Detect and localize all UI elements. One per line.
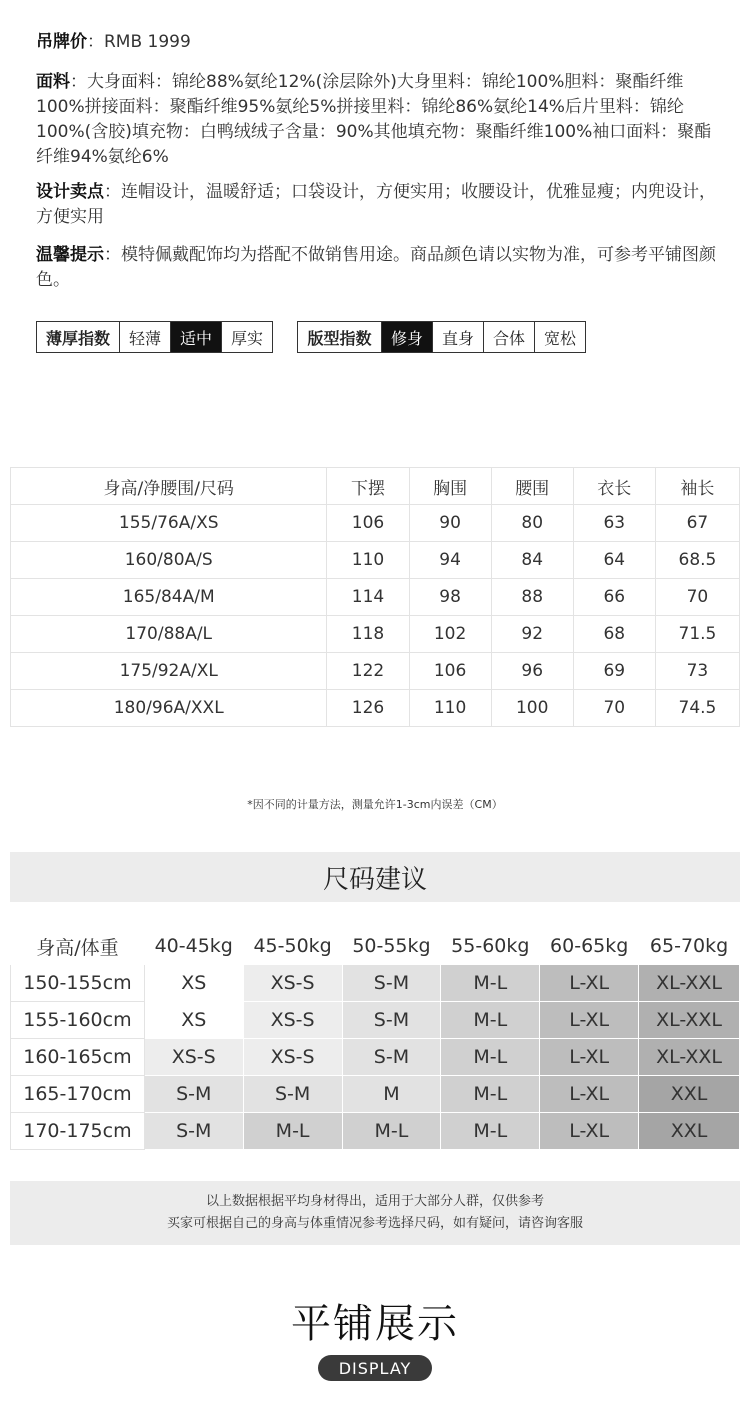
size-cell: XS-S <box>144 1039 243 1076</box>
size-cell: S-M <box>342 1002 441 1039</box>
size-cell: XL-XXL <box>639 1002 740 1039</box>
display-title: 平铺展示 <box>291 1301 459 1347</box>
table-row <box>11 1002 740 1039</box>
table-cell: 71.5 <box>655 616 739 653</box>
table-cell: 106 <box>327 505 409 542</box>
table-cell: 160/80A/S <box>11 542 327 579</box>
size-cell: XS-S <box>243 965 342 1002</box>
advice-box <box>10 1181 740 1245</box>
size-cell: S-M <box>342 1039 441 1076</box>
table-row <box>11 1113 740 1150</box>
size-cell: S-M <box>144 1076 243 1113</box>
size-cell: M-L <box>441 1039 540 1076</box>
table-cell: 70 <box>573 690 655 727</box>
table-cell: 73 <box>655 653 739 690</box>
table-cell: 80 <box>491 505 573 542</box>
table-cell: 118 <box>327 616 409 653</box>
table-row <box>11 1076 740 1113</box>
size-cell: M-L <box>441 1076 540 1113</box>
row-header: 165-170cm <box>11 1076 145 1113</box>
tips-line: 温馨提示：模特佩戴配饰均为搭配不做销售用途。商品颜色请以实物为准，可参考平铺图颜色。 <box>36 245 716 290</box>
table-cell: 110 <box>409 690 491 727</box>
size-cell: L-XL <box>540 1076 639 1113</box>
size-chart-table <box>10 467 740 727</box>
design-label: 设计卖点 <box>36 182 104 202</box>
fit-option: 合体 <box>483 322 534 352</box>
size-cell: M-L <box>342 1113 441 1150</box>
price-value: RMB 1999 <box>104 32 191 52</box>
price-label: 吊牌价 <box>36 32 87 52</box>
thickness-index-label: 薄厚指数 <box>45 328 110 348</box>
table-cell: 92 <box>491 616 573 653</box>
recommend-table-header <box>11 928 740 965</box>
size-cell: XL-XXL <box>639 965 740 1002</box>
fabric-label: 面料 <box>36 72 70 92</box>
advice-line-2: 买家可根据自己的身高与体重情况参考选择尺码，如有疑问，请咨询客服 <box>166 1216 583 1231</box>
column-header: 下摆 <box>327 468 409 505</box>
size-cell: M-L <box>441 965 540 1002</box>
table-cell: 165/84A/M <box>11 579 327 616</box>
size-cell: XL-XXL <box>639 1039 740 1076</box>
table-cell: 66 <box>573 579 655 616</box>
table-cell: 64 <box>573 542 655 579</box>
size-cell: S-M <box>243 1076 342 1113</box>
table-cell: 63 <box>573 505 655 542</box>
table-row <box>11 505 740 542</box>
column-header: 50-55kg <box>342 928 441 965</box>
table-cell: 88 <box>491 579 573 616</box>
size-cell: M-L <box>243 1113 342 1150</box>
table-cell: 106 <box>409 653 491 690</box>
table-row <box>11 1039 740 1076</box>
column-header: 40-45kg <box>144 928 243 965</box>
column-header: 60-65kg <box>540 928 639 965</box>
size-cell: XS-S <box>243 1039 342 1076</box>
display-pill: DISPLAY <box>318 1355 432 1381</box>
column-header: 袖长 <box>655 468 739 505</box>
size-cell: M-L <box>441 1002 540 1039</box>
recommend-banner <box>10 852 740 902</box>
advice-line-1: 以上数据根据平均身材得出，适用于大部分人群，仅供参考 <box>205 1194 544 1209</box>
column-header: 65-70kg <box>639 928 740 965</box>
size-cell: XS-S <box>243 1002 342 1039</box>
fabric-value: 大身面料：锦纶88%氨纶12%(涂层除外)大身里料：锦纶100%胆料：聚酯纤维100%拼接面料：聚酯纤维95%氨纶5%拼接里料：锦纶86%氨纶14%后片里料：锦纶100%(含胶)填充物：白鸭绒绒子含量：90%其他填充物：聚酯纤维100%袖口面料：聚酯纤维94%氨纶6% <box>36 72 712 167</box>
table-row <box>11 653 740 690</box>
table-row <box>11 965 740 1002</box>
table-row <box>11 542 740 579</box>
table-cell: 70 <box>655 579 739 616</box>
size-cell: XS <box>144 1002 243 1039</box>
table-cell: 96 <box>491 653 573 690</box>
table-cell: 98 <box>409 579 491 616</box>
table-cell: 110 <box>327 542 409 579</box>
row-header: 170-175cm <box>11 1113 145 1150</box>
thickness-index <box>36 321 273 353</box>
column-header: 衣长 <box>573 468 655 505</box>
table-cell: 126 <box>327 690 409 727</box>
table-cell: 100 <box>491 690 573 727</box>
table-cell: 69 <box>573 653 655 690</box>
table-cell: 67 <box>655 505 739 542</box>
size-cell: XXL <box>639 1113 740 1150</box>
size-cell: M-L <box>441 1113 540 1150</box>
row-header: 160-165cm <box>11 1039 145 1076</box>
size-cell: L-XL <box>540 965 639 1002</box>
table-cell: 155/76A/XS <box>11 505 327 542</box>
size-recommend-table <box>10 927 740 1150</box>
thickness-option: 适中 <box>170 322 221 352</box>
thickness-option: 厚实 <box>221 322 272 352</box>
price-line: 吊牌价：RMB 1999 <box>36 32 191 52</box>
size-cell: S-M <box>144 1113 243 1150</box>
size-cell: L-XL <box>540 1113 639 1150</box>
tips-value: 模特佩戴配饰均为搭配不做销售用途。商品颜色请以实物为准，可参考平铺图颜色。 <box>36 245 716 290</box>
size-cell: L-XL <box>540 1002 639 1039</box>
column-header: 身高/净腰围/尺码 <box>11 468 327 505</box>
table-cell: 68.5 <box>655 542 739 579</box>
recommend-title: 尺码建议 <box>322 864 427 895</box>
table-cell: 74.5 <box>655 690 739 727</box>
tips-label: 温馨提示 <box>36 245 104 265</box>
table-cell: 114 <box>327 579 409 616</box>
row-header: 150-155cm <box>11 965 145 1002</box>
table-cell: 175/92A/XL <box>11 653 327 690</box>
column-header: 45-50kg <box>243 928 342 965</box>
column-header: 55-60kg <box>441 928 540 965</box>
table-cell: 94 <box>409 542 491 579</box>
size-cell: XXL <box>639 1076 740 1113</box>
table-cell: 180/96A/XXL <box>11 690 327 727</box>
size-cell: L-XL <box>540 1039 639 1076</box>
design-line: 设计卖点：连帽设计，温暖舒适；口袋设计，方便实用；收腰设计，优雅显瘦；内兜设计，方便实用 <box>36 182 716 227</box>
fit-option: 直身 <box>432 322 483 352</box>
table-cell: 90 <box>409 505 491 542</box>
size-table-header <box>11 468 740 505</box>
table-cell: 84 <box>491 542 573 579</box>
thickness-option: 轻薄 <box>119 322 170 352</box>
table-cell: 102 <box>409 616 491 653</box>
size-cell: XS <box>144 965 243 1002</box>
fit-option: 修身 <box>381 322 432 352</box>
table-cell: 68 <box>573 616 655 653</box>
measure-note: *因不同的计量方法，测量允许1-3cm内误差（CM） <box>247 798 503 811</box>
fit-index-label: 版型指数 <box>307 328 372 348</box>
table-cell: 170/88A/L <box>11 616 327 653</box>
table-row <box>11 690 740 727</box>
fit-index <box>297 321 586 353</box>
table-row <box>11 616 740 653</box>
fabric-line: 面料：大身面料：锦纶88%氨纶12%(涂层除外)大身里料：锦纶100%胆料：聚酯纤维100%拼接面料：聚酯纤维95%氨纶5%拼接里料：锦纶86%氨纶14%后片里料：锦纶100%(含胶)填充物：白鸭绒绒子含量：90%其他填充物：聚酯纤维100%袖口面料：聚酯纤维94%氨纶6% <box>36 72 712 167</box>
column-header: 腰围 <box>491 468 573 505</box>
size-cell: M <box>342 1076 441 1113</box>
row-header: 155-160cm <box>11 1002 145 1039</box>
table-cell: 122 <box>327 653 409 690</box>
column-header: 身高/体重 <box>11 928 145 965</box>
fit-option: 宽松 <box>534 322 585 352</box>
design-value: 连帽设计，温暖舒适；口袋设计，方便实用；收腰设计，优雅显瘦；内兜设计，方便实用 <box>36 182 716 227</box>
column-header: 胸围 <box>409 468 491 505</box>
table-row <box>11 579 740 616</box>
size-cell: S-M <box>342 965 441 1002</box>
